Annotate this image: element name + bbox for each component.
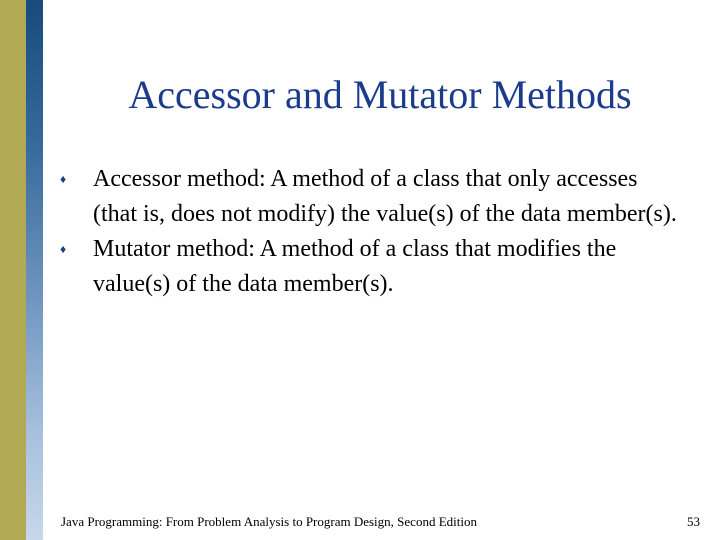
diamond-bullet-icon: ♦ <box>60 242 67 256</box>
footer-text: Java Programming: From Problem Analysis to Program Design, Second Edition <box>61 514 477 529</box>
slide-title: Accessor and Mutator Methods <box>128 72 632 117</box>
bullet-text-accessor: Accessor method: A method of a class that only accesses (that is, does not modify) the value(s) of the data member(s). <box>93 166 677 227</box>
left-blue-gradient-stripe <box>26 0 43 540</box>
page-number: 53 <box>687 514 700 529</box>
bullet-list <box>60 162 680 302</box>
left-olive-stripe <box>0 0 26 540</box>
bullet-item-accessor <box>60 162 680 232</box>
bullet-item-mutator <box>60 232 680 302</box>
bullet-text-mutator: Mutator method: A method of a class that modifies the value(s) of the data member(s). <box>93 236 617 297</box>
diamond-bullet-icon: ♦ <box>60 172 67 186</box>
